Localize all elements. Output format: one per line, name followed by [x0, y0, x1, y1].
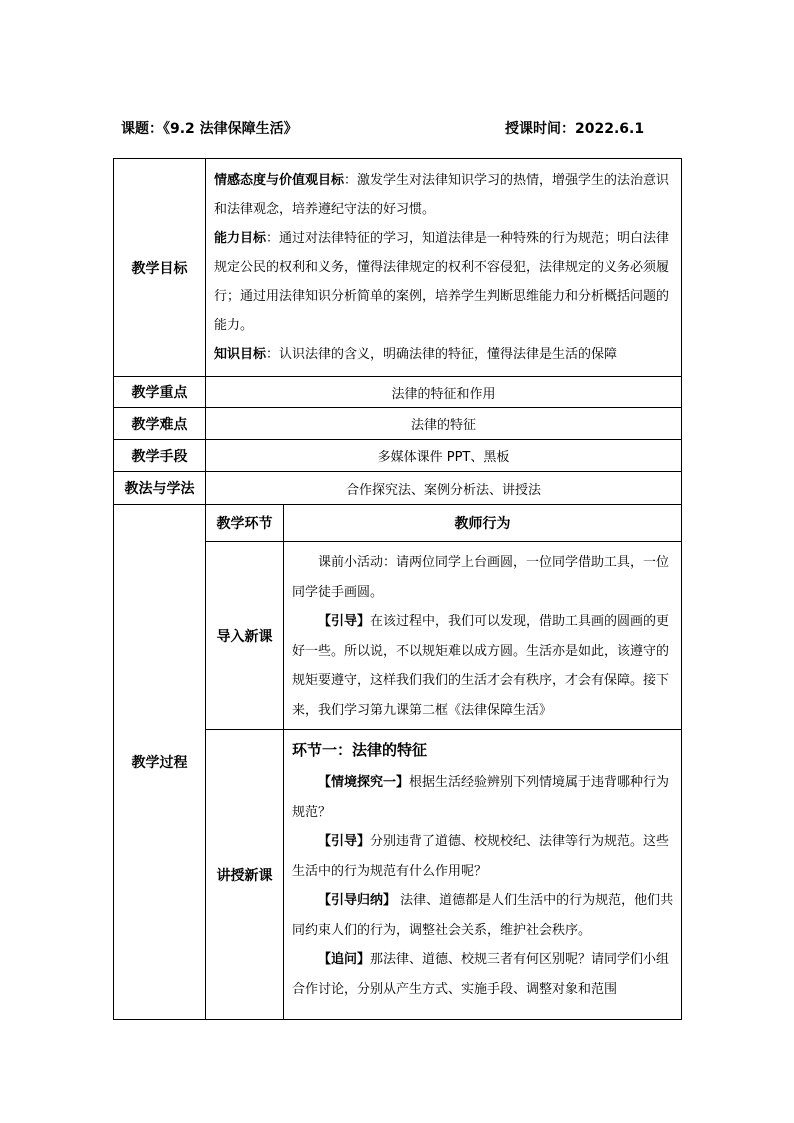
teacher-column-header: 教师行为 — [284, 505, 682, 542]
process-label: 教学过程 — [114, 505, 206, 1020]
ability-goal-text: ：通过对法律特征的学习，知道法律是一种特殊的行为规范；明白法律规定公民的权利和义务，懂得法律规定的权利不容侵犯，法律规定的义务必须履行；通过用法律知识分析简单的案例，培养学生判断思维能力和分析概括问题的能力。 — [214, 231, 670, 333]
difficulty-value: 法律的特征 — [206, 408, 682, 440]
emotion-goal-text: ：激发学生对法律知识学习的热情，增强学生的法治意识和法律观念，培养遵纪守法的好习惯。 — [214, 173, 670, 217]
lecture-summary — [292, 886, 675, 945]
intro-stage-label: 导入新课 — [206, 542, 284, 730]
difficulty-row — [114, 408, 682, 440]
intro-activity: 课前小活动：请两位同学上台画圆，一位同学借助工具，一位同学徒手画圆。 — [292, 555, 670, 600]
means-row — [114, 440, 682, 472]
intro-guide — [292, 607, 675, 725]
lesson-header — [121, 118, 681, 140]
scenario-text: 根据生活经验辨别下列情境属于违背哪种行为规范？ — [292, 775, 670, 820]
scenario-tag: 【情境探究一】 — [318, 775, 410, 790]
emotion-goal — [214, 166, 675, 224]
methods-label: 教法与学法 — [114, 472, 206, 505]
lecture-content — [284, 730, 682, 1020]
guide-text: 分别违背了道德、校规校纪、法律等行为规范。这些生活中的行为规范有什么作用呢？ — [292, 834, 670, 879]
key-points-row — [114, 377, 682, 408]
stage-column-header: 教学环节 — [206, 505, 284, 542]
intro-guide-tag: 【引导】 — [318, 614, 371, 629]
knowledge-goal-text: ：认识法律的含义，明确法律的特征，懂得法律是生活的保障 — [266, 347, 618, 362]
guide-tag: 【引导】 — [318, 834, 371, 849]
summary-tag: 【引导归纳】 — [318, 893, 397, 908]
lesson-time — [505, 118, 644, 138]
lecture-stage-label: 讲授新课 — [206, 730, 284, 1020]
ability-goal-head: 能力目标 — [214, 231, 267, 246]
lecture-guide — [292, 827, 675, 886]
means-value: 多媒体课件 PPT、黑板 — [206, 440, 682, 472]
intro-content — [284, 542, 682, 730]
intro-guide-text: 在该过程中，我们可以发现，借助工具画的圆画的更好一些。所以说，不以规矩难以成方圆。生活亦是如此，该遵守的规矩要遵守，这样我们我们的生活才会有秩序，才会有保障。接下来，我们学习第九课第二框《法律保障生活》 — [292, 614, 670, 718]
lecture-scenario — [292, 768, 675, 827]
methods-row — [114, 472, 682, 505]
knowledge-goal-head: 知识目标 — [214, 347, 267, 362]
lecture-followup — [292, 945, 675, 1004]
topic — [121, 118, 298, 138]
difficulty-label: 教学难点 — [114, 408, 206, 440]
process-header-row — [114, 505, 682, 542]
topic-label: 课题： — [121, 121, 163, 137]
key-points-value: 法律的特征和作用 — [206, 377, 682, 408]
summary-text: 法律、道德都是人们生活中的行为规范，他们共同约束人们的行为，调整社会关系，维护社会秩序。 — [292, 893, 674, 938]
means-label: 教学手段 — [114, 440, 206, 472]
emotion-goal-head: 情感态度与价值观目标 — [214, 173, 345, 188]
ability-goal — [214, 224, 675, 340]
key-points-label: 教学重点 — [114, 377, 206, 408]
followup-text: 那法律、道德、校规三者有何区别呢？请同学们小组合作讨论，分别从产生方式、实施手段、调整对象和范围 — [292, 952, 670, 997]
goals-content — [206, 159, 682, 377]
followup-tag: 【追问】 — [318, 952, 371, 967]
time-value: 2022.6.1 — [575, 121, 645, 137]
lesson-plan-table — [113, 158, 682, 1020]
methods-value: 合作探究法、案例分析法、讲授法 — [206, 472, 682, 505]
topic-value: 《9.2 法律保障生活》 — [163, 121, 298, 137]
knowledge-goal — [214, 340, 675, 369]
goals-label: 教学目标 — [114, 159, 206, 377]
goals-row — [114, 159, 682, 377]
time-label: 授课时间： — [505, 121, 575, 137]
section-title: 环节一：法律的特征 — [292, 741, 428, 759]
